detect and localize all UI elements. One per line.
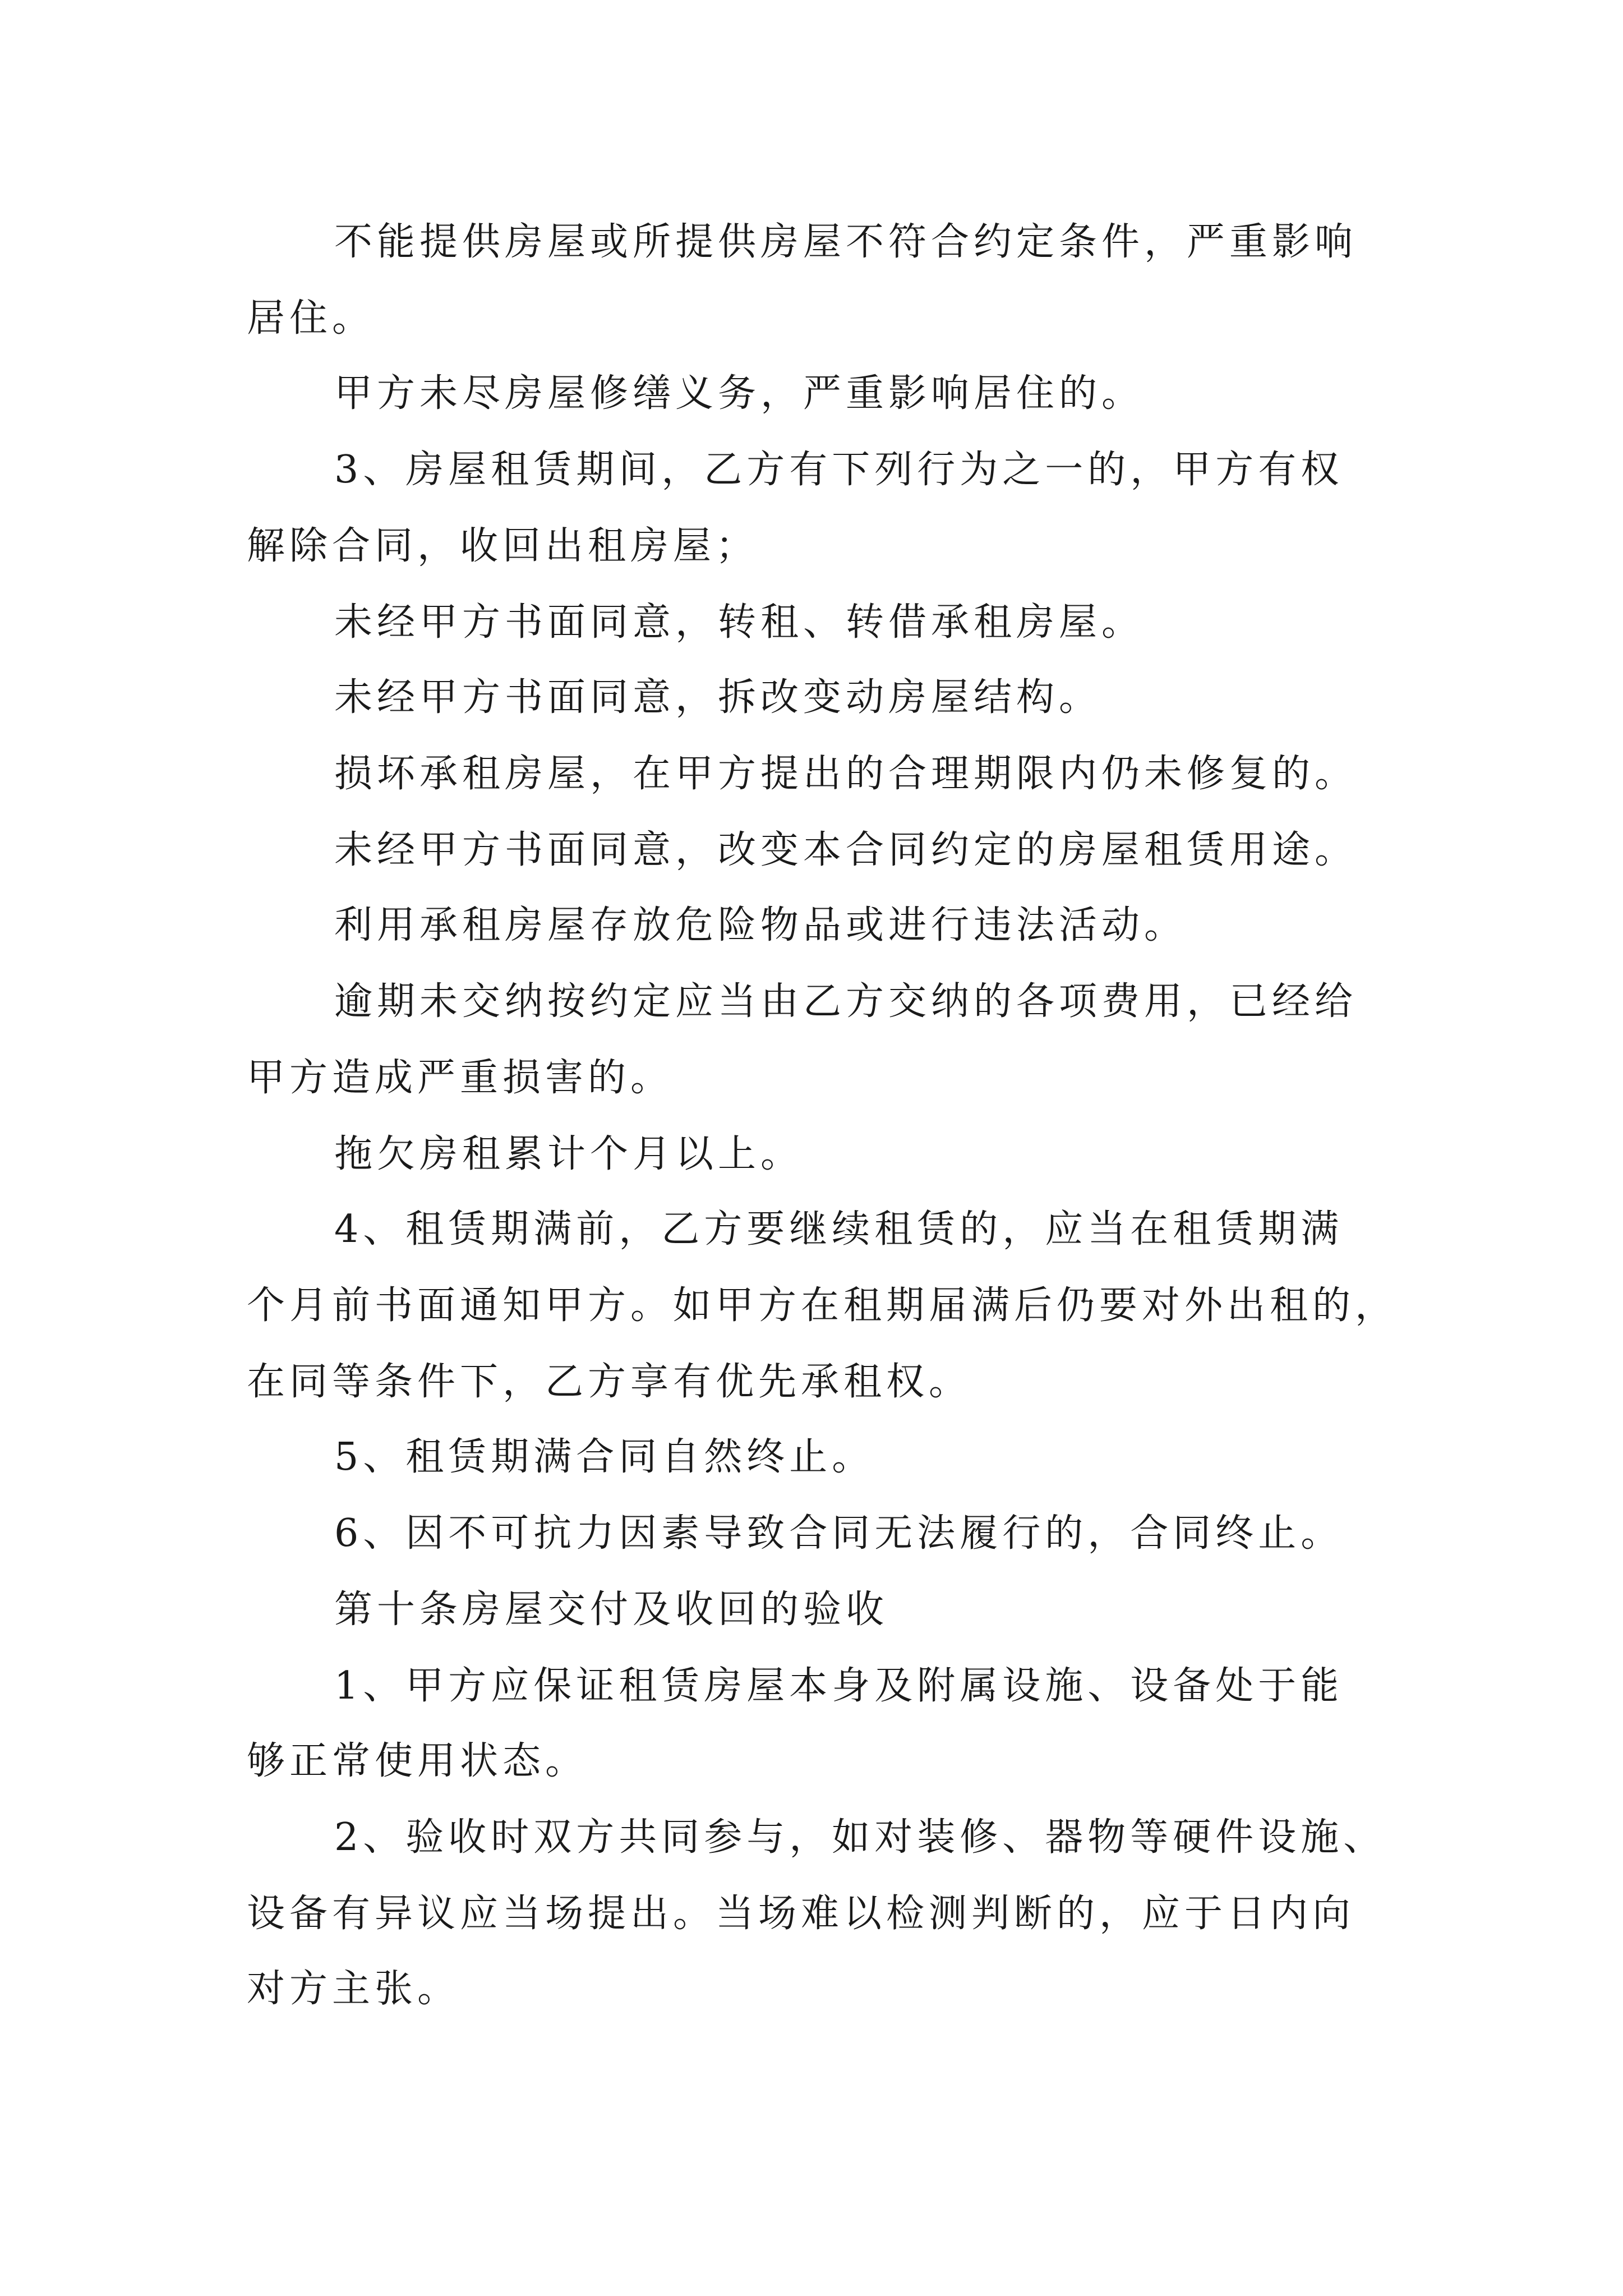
paragraph-line: 3、房屋租赁期间，乙方有下列行为之一的，甲方有权	[334, 448, 1344, 492]
paragraph-line: 设备有异议应当场提出。当场难以检测判断的，应于日内向	[247, 1892, 1355, 1936]
paragraph-line: 够正常使用状态。	[247, 1739, 588, 1783]
paragraph-line: 损坏承租房屋，在甲方提出的合理期限内仍未修复的。	[334, 752, 1358, 796]
paragraph-line: 未经甲方书面同意，改变本合同约定的房屋租赁用途。	[334, 828, 1358, 872]
paragraph-line: 利用承租房屋存放危险物品或进行违法活动。	[334, 903, 1187, 947]
paragraph-line: 解除合同，收回出租房屋；	[247, 524, 759, 568]
paragraph-line: 不能提供房屋或所提供房屋不符合约定条件，严重影响	[334, 220, 1358, 264]
paragraph-line: 未经甲方书面同意，转租、转借承租房屋。	[334, 600, 1145, 645]
paragraph-line: 4、租赁期满前，乙方要继续租赁的，应当在租赁期满	[334, 1207, 1344, 1251]
paragraph-line: 未经甲方书面同意，拆改变动房屋结构。	[334, 675, 1102, 720]
paragraph-line: 5、租赁期满合同自然终止。	[334, 1435, 875, 1479]
paragraph-line: 居住。	[247, 296, 375, 341]
paragraph-line: 个月前书面通知甲方。如甲方在租期届满后仍要对外出租的，	[247, 1283, 1398, 1328]
section-heading: 第十条房屋交付及收回的验收	[334, 1588, 889, 1632]
paragraph-line: 2、验收时双方共同参与，如对装修、器物等硬件设施、	[334, 1815, 1386, 1860]
paragraph-line: 6、因不可抗力因素导致合同无法履行的，合同终止。	[334, 1511, 1344, 1556]
paragraph-line: 甲方造成严重损害的。	[247, 1056, 674, 1100]
paragraph-line: 逾期未交纳按约定应当由乙方交纳的各项费用，已经给	[334, 979, 1358, 1024]
paragraph-line: 在同等条件下，乙方享有优先承租权。	[247, 1360, 972, 1404]
paragraph-line: 1、甲方应保证租赁房屋本身及附属设施、设备处于能	[334, 1664, 1344, 1708]
paragraph-line: 拖欠房租累计个月以上。	[334, 1132, 804, 1176]
paragraph-line: 对方主张。	[247, 1967, 460, 2011]
paragraph-line: 甲方未尽房屋修缮义务，严重影响居住的。	[334, 371, 1145, 416]
